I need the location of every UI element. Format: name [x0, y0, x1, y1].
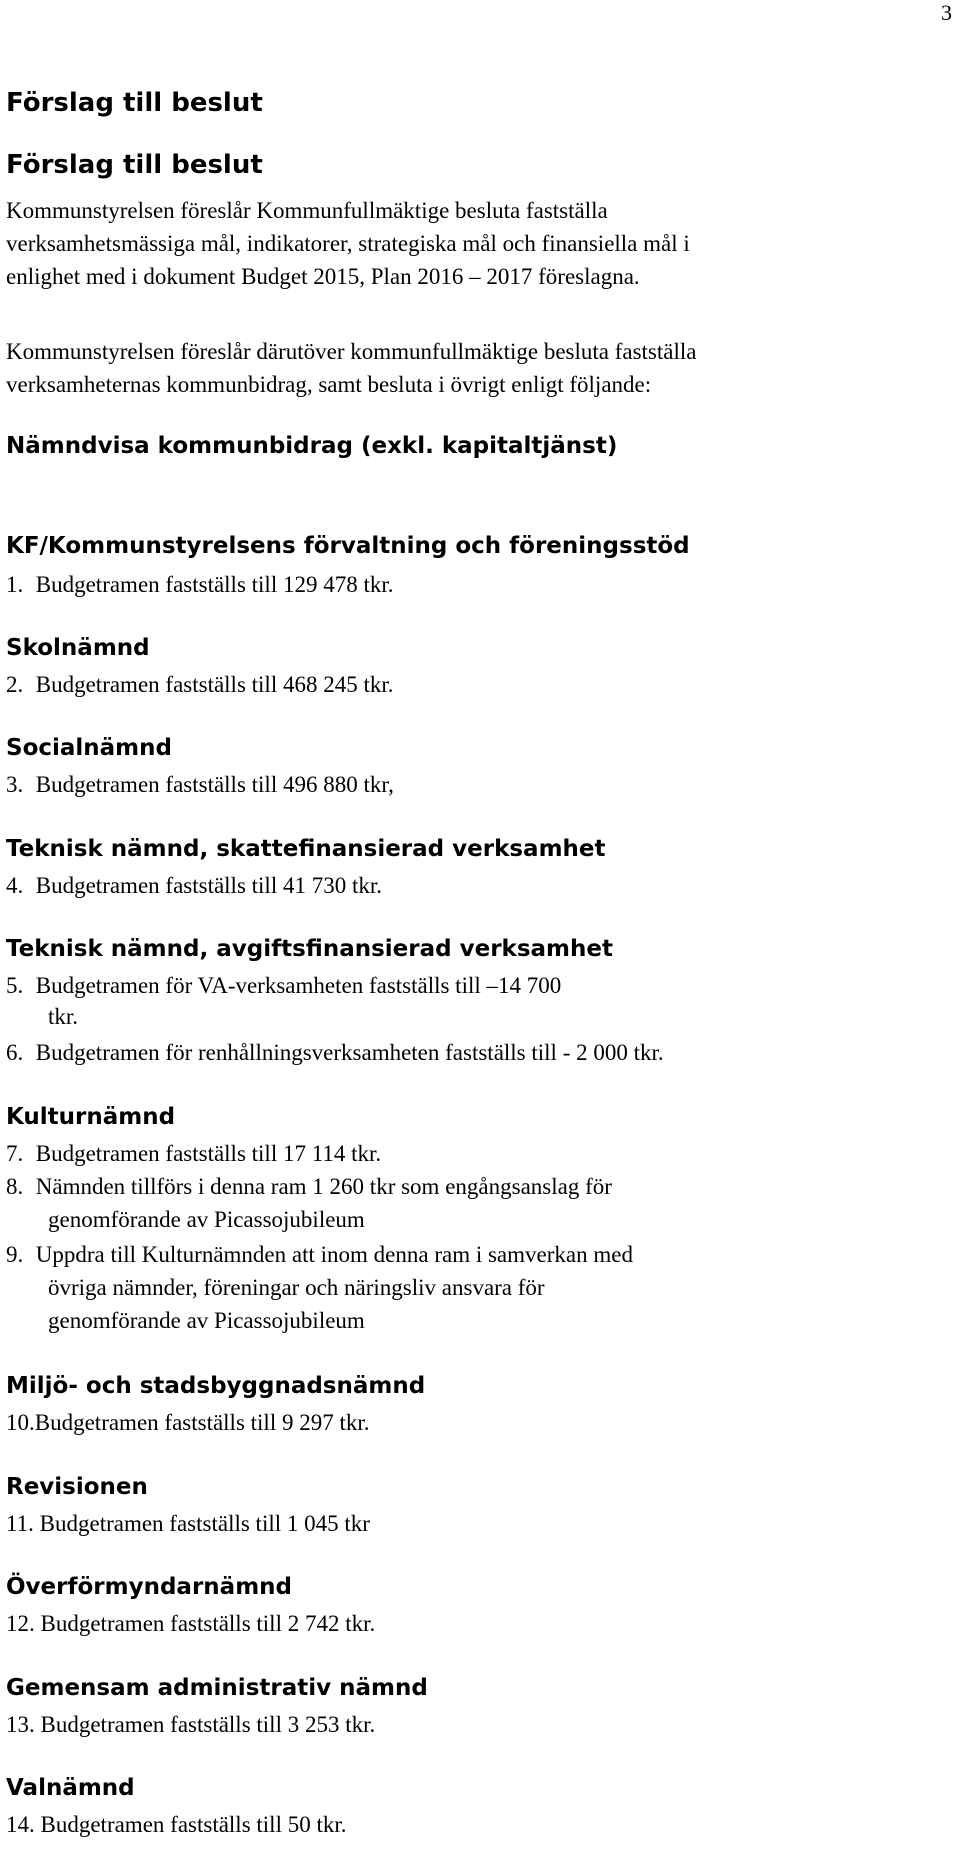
- list-item: 10.Budgetramen fastställs till 9 297 tkr.: [6, 1410, 370, 1435]
- section-7-heading: Revisionen: [6, 1474, 148, 1500]
- section-10-heading: Valnämnd: [6, 1775, 135, 1801]
- page-number: 3: [941, 0, 952, 25]
- section-8-heading: Överförmyndarnämnd: [6, 1574, 292, 1600]
- list-item-continuation: tkr.: [48, 1004, 79, 1029]
- section-1-heading: Skolnämnd: [6, 635, 150, 661]
- list-item: 2. Budgetramen fastställs till 468 245 tkr.: [6, 672, 394, 697]
- list-item: 4. Budgetramen fastställs till 41 730 tkr.: [6, 873, 382, 898]
- list-item: 12. Budgetramen fastställs till 2 742 tkr.: [6, 1611, 376, 1636]
- list-item: 9. Uppdra till Kulturnämnden att inom denna ram i samverkan med: [6, 1242, 633, 1267]
- intro2-line-2: verksamheternas kommunbidrag, samt besluta i övrigt enligt följande:: [6, 372, 652, 397]
- list-item-continuation: övriga nämnder, föreningar och näringsliv ansvara för: [48, 1275, 545, 1300]
- list-item: 14. Budgetramen fastställs till 50 tkr.: [6, 1812, 347, 1837]
- intro-line-1: Kommunstyrelsen föreslår Kommunfullmäktige besluta fastställa: [6, 198, 608, 223]
- list-item: 7. Budgetramen fastställs till 17 114 tkr.: [6, 1141, 382, 1166]
- section-5-heading: Kulturnämnd: [6, 1104, 176, 1130]
- section-2-heading: Socialnämnd: [6, 735, 172, 761]
- list-item-continuation: genomförande av Picassojubileum: [48, 1207, 365, 1232]
- list-item-continuation: genomförande av Picassojubileum: [48, 1308, 365, 1333]
- list-item: 6. Budgetramen för renhållningsverksamheten fastställs till - 2 000 tkr.: [6, 1040, 664, 1065]
- intro-line-3: enlighet med i dokument Budget 2015, Plan 2016 – 2017 föreslagna.: [6, 264, 640, 289]
- section-3-heading: Teknisk nämnd, skattefinansierad verksamhet: [6, 836, 606, 862]
- section-4-heading: Teknisk nämnd, avgiftsfinansierad verksamhet: [6, 936, 613, 962]
- list-item: 11. Budgetramen fastställs till 1 045 tkr: [6, 1511, 370, 1536]
- intro-heading: Förslag till beslut: [6, 150, 263, 180]
- page-title: Förslag till beslut: [6, 88, 263, 118]
- section-0-heading: KF/Kommunstyrelsens förvaltning och föreningsstöd: [6, 533, 690, 559]
- list-item: 5. Budgetramen för VA-verksamheten fastställs till –14 700: [6, 973, 562, 998]
- section-9-heading: Gemensam administrativ nämnd: [6, 1675, 428, 1701]
- list-item: 3. Budgetramen fastställs till 496 880 tkr,: [6, 772, 394, 797]
- list-item: 8. Nämnden tillförs i denna ram 1 260 tkr som engångsanslag för: [6, 1174, 612, 1199]
- list-item: 1. Budgetramen fastställs till 129 478 tkr.: [6, 572, 394, 597]
- section-heading: Nämndvisa kommunbidrag (exkl. kapitaltjänst): [6, 433, 618, 459]
- section-6-heading: Miljö- och stadsbyggnadsnämnd: [6, 1373, 426, 1399]
- intro2-line-1: Kommunstyrelsen föreslår därutöver kommunfullmäktige besluta fastställa: [6, 339, 697, 364]
- intro-line-2: verksamhetsmässiga mål, indikatorer, strategiska mål och finansiella mål i: [6, 231, 690, 256]
- list-item: 13. Budgetramen fastställs till 3 253 tkr.: [6, 1712, 376, 1737]
